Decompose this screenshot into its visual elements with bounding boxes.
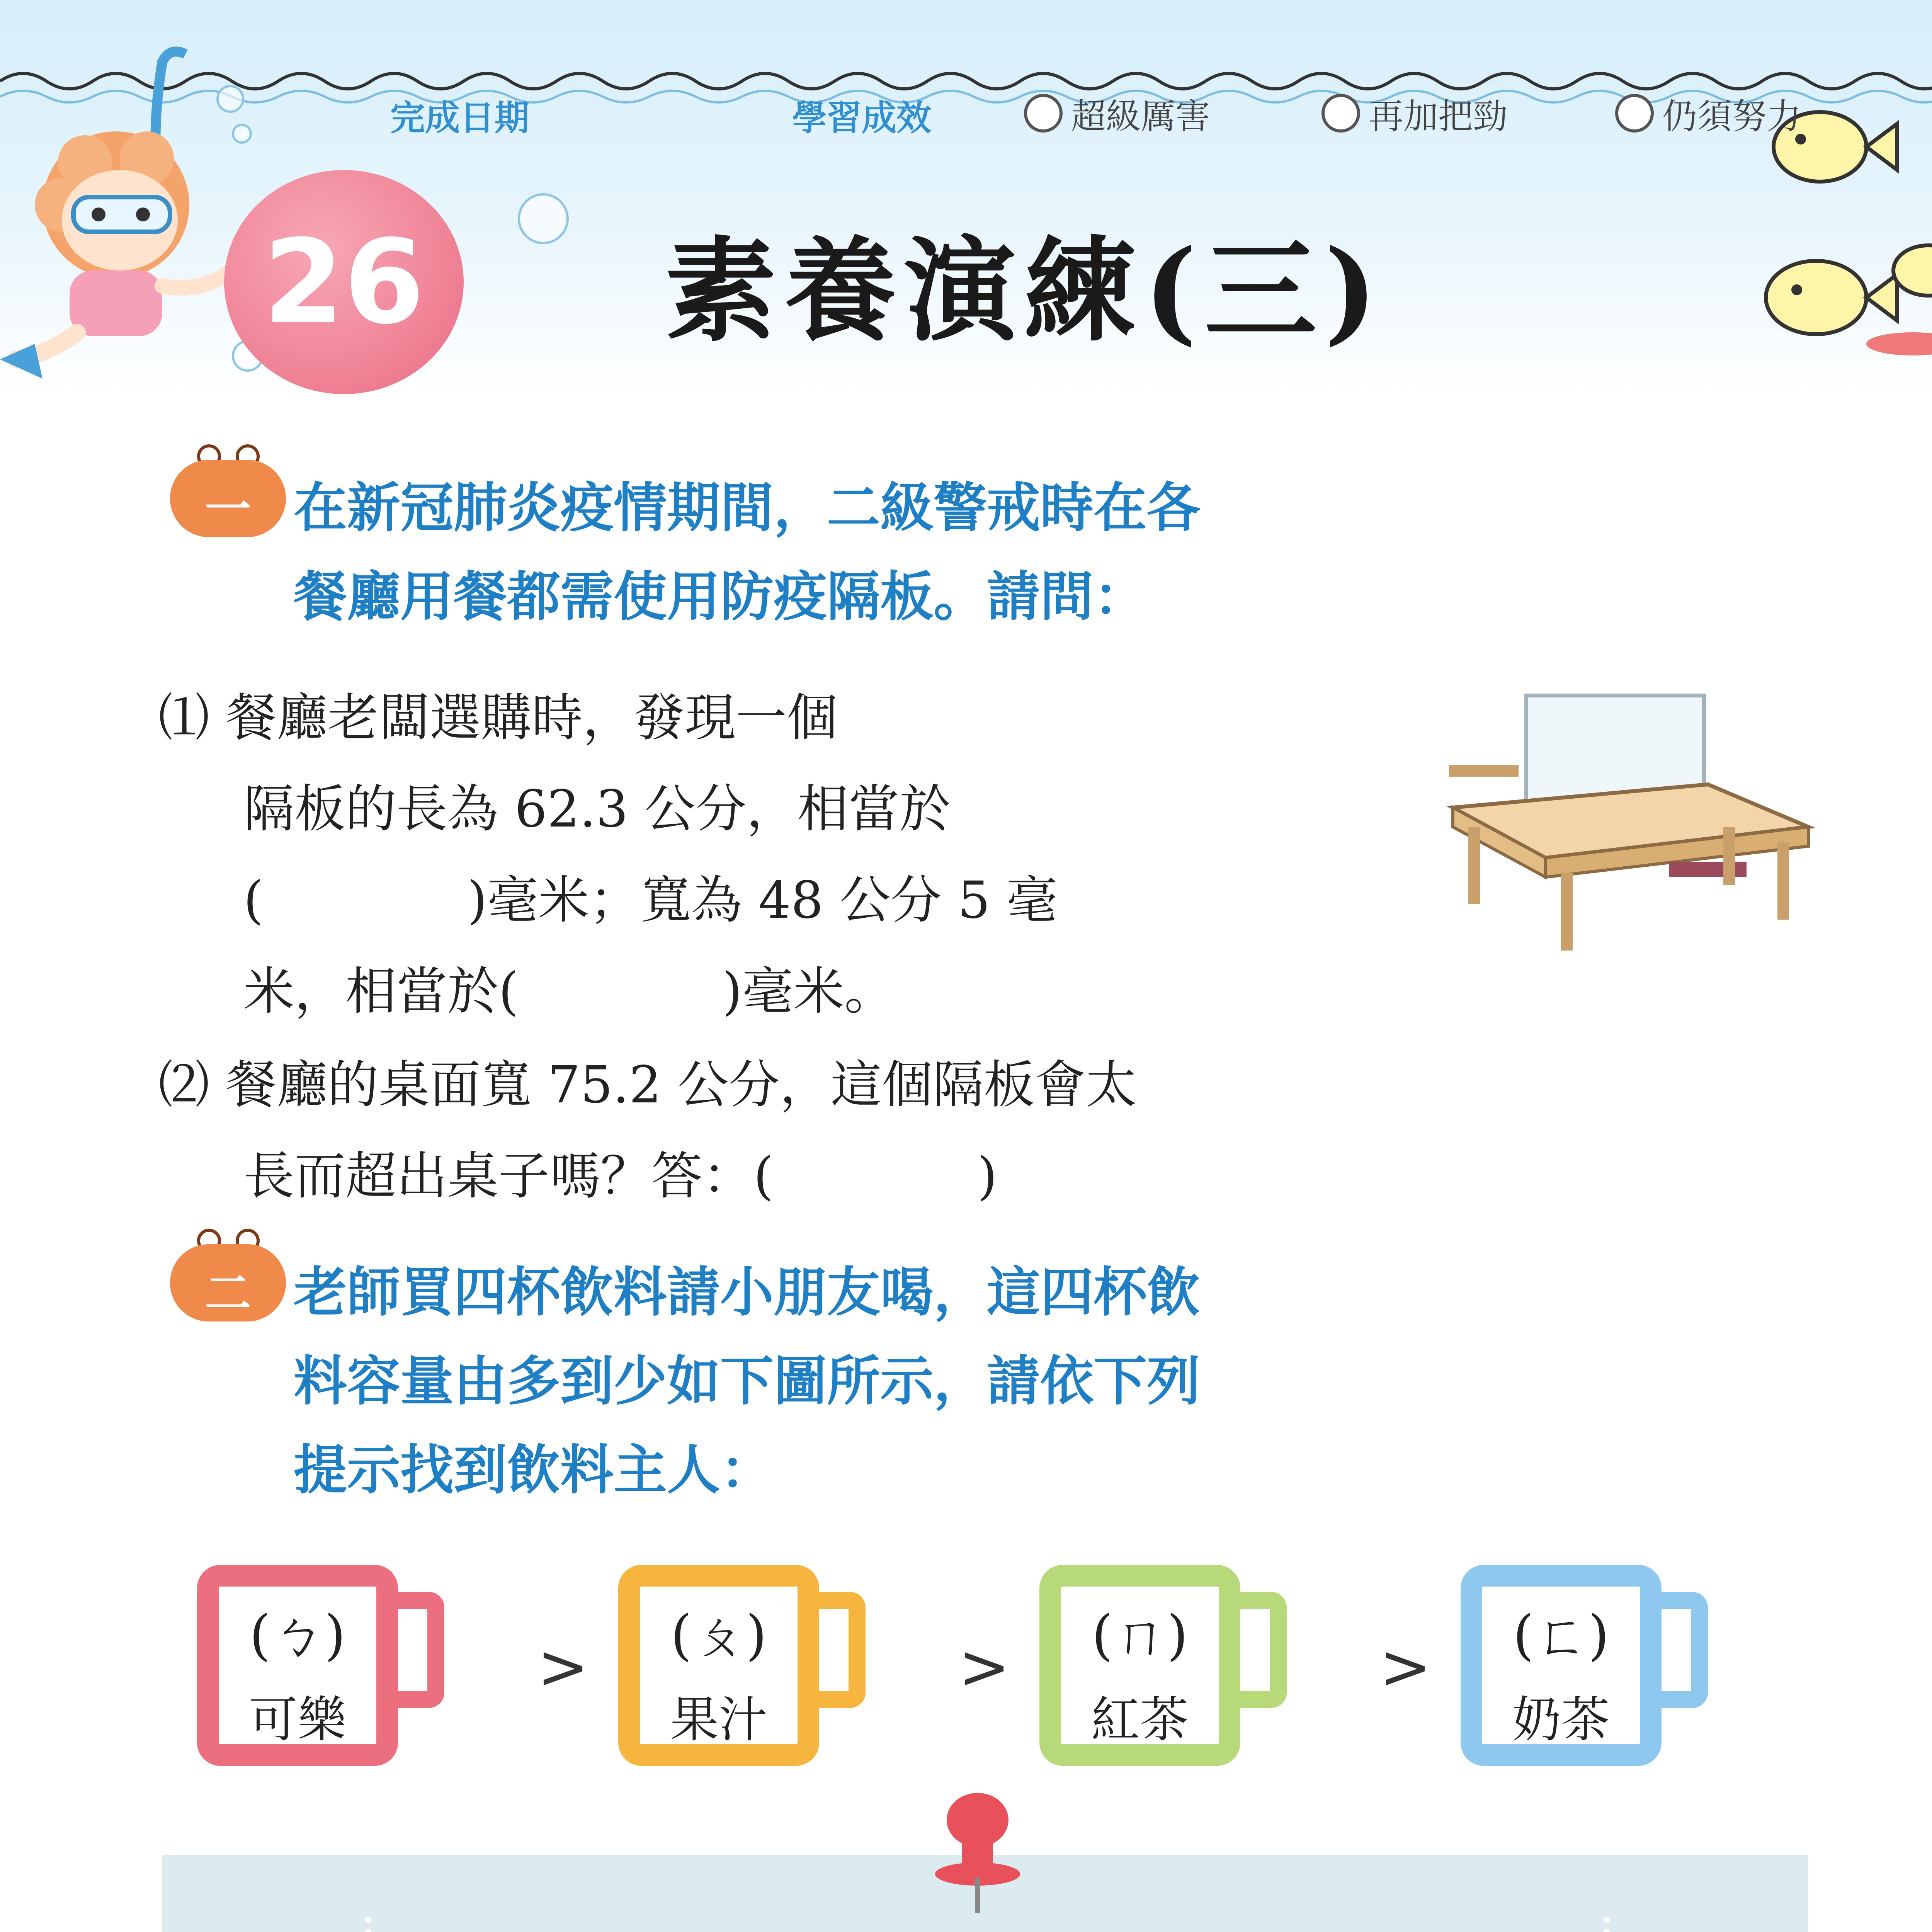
page-title: 素養演練(三): [665, 225, 1385, 357]
cup-juice: [618, 1565, 866, 1774]
question-2-line: 老師買四杯飲料請小朋友喝，這四杯飲: [294, 1261, 1201, 1323]
cup-drink-name: 紅茶: [1091, 1691, 1189, 1748]
cup-handle-icon: [1233, 1592, 1287, 1708]
question-number: 二: [205, 1267, 251, 1321]
effect-option-keep-going[interactable]: [1321, 88, 1508, 138]
question-1-text: [294, 464, 1801, 641]
part-1-line: ( )毫米；寬為 48 公分 5 毫: [243, 871, 1058, 930]
cup-symbol: (ㄆ): [670, 1604, 767, 1667]
part-1-line: ⑴ 餐廳老闆選購時，發現一個: [158, 688, 838, 748]
radio-circle-icon[interactable]: [1024, 94, 1063, 133]
cup-handle-icon: [811, 1592, 866, 1708]
part-1-line: 米，相當於( )毫米。: [243, 962, 895, 1021]
effect-option-excellent[interactable]: [1024, 88, 1210, 138]
pushpin-icon: [920, 1785, 1051, 1917]
question-1-line: 在新冠肺炎疫情期間，二級警戒時在各: [294, 477, 1201, 539]
question-1-marker: [170, 444, 286, 537]
cup-black-tea: [1039, 1565, 1287, 1774]
greater-than-sign: >: [958, 1631, 1010, 1703]
lesson-number: 26: [263, 214, 425, 350]
question-2-text: [294, 1248, 1801, 1515]
question-2-line: 提示找到飲料主人：: [294, 1439, 774, 1501]
question-2-marker: [170, 1229, 286, 1321]
cup-handle-icon: [1654, 1592, 1708, 1708]
question-1-line: 餐廳用餐都需使用防疫隔板。請問：: [294, 566, 1147, 628]
cup-symbol: (ㄇ): [1092, 1604, 1188, 1667]
bubble: [518, 193, 569, 244]
effect-option-label: 超級厲害: [1071, 96, 1210, 137]
question-1-part-2: [158, 1039, 1820, 1222]
bubble: [232, 124, 252, 144]
cup-drink-name: 可樂: [249, 1691, 346, 1748]
question-number: 一: [205, 483, 251, 536]
learning-effect-label: 學習成效: [792, 98, 931, 138]
effect-option-label: 再加把勁: [1369, 96, 1508, 137]
cup-cola: [197, 1565, 444, 1774]
table-with-divider-illustration: [1445, 688, 1816, 966]
cup-symbol: (ㄈ): [1513, 1604, 1609, 1667]
radio-circle-icon[interactable]: [1615, 94, 1654, 133]
bubble: [216, 85, 244, 113]
column-divider: [1604, 1917, 1610, 1932]
cup-milk-tea: [1461, 1565, 1708, 1774]
column-divider: [365, 1917, 371, 1932]
part-2-line: 長而超出桌子嗎？答：( ): [243, 1146, 997, 1206]
lesson-number-badge: [224, 170, 464, 394]
cup-handle-icon: [390, 1592, 444, 1708]
effect-option-needs-effort[interactable]: [1615, 88, 1801, 138]
fish-illustration: [1762, 97, 1932, 398]
cup-drink-name: 奶茶: [1512, 1691, 1610, 1748]
effect-option-label: 仍須努力: [1662, 96, 1801, 137]
cup-symbol: (ㄅ): [249, 1604, 346, 1667]
question-1-part-1: [158, 672, 1434, 1037]
cup-drink-name: 果汁: [670, 1691, 767, 1748]
part-1-line: 隔板的長為 62.3 公分，相當於: [243, 779, 951, 839]
completion-date-label: 完成日期: [390, 98, 529, 138]
greater-than-sign: >: [1379, 1631, 1432, 1703]
greater-than-sign: >: [537, 1631, 589, 1703]
part-2-line: ⑵ 餐廳的桌面寬 75.2 公分，這個隔板會太: [158, 1055, 1137, 1115]
question-2-line: 料容量由多到少如下圖所示，請依下列: [294, 1350, 1201, 1412]
radio-circle-icon[interactable]: [1321, 94, 1360, 133]
